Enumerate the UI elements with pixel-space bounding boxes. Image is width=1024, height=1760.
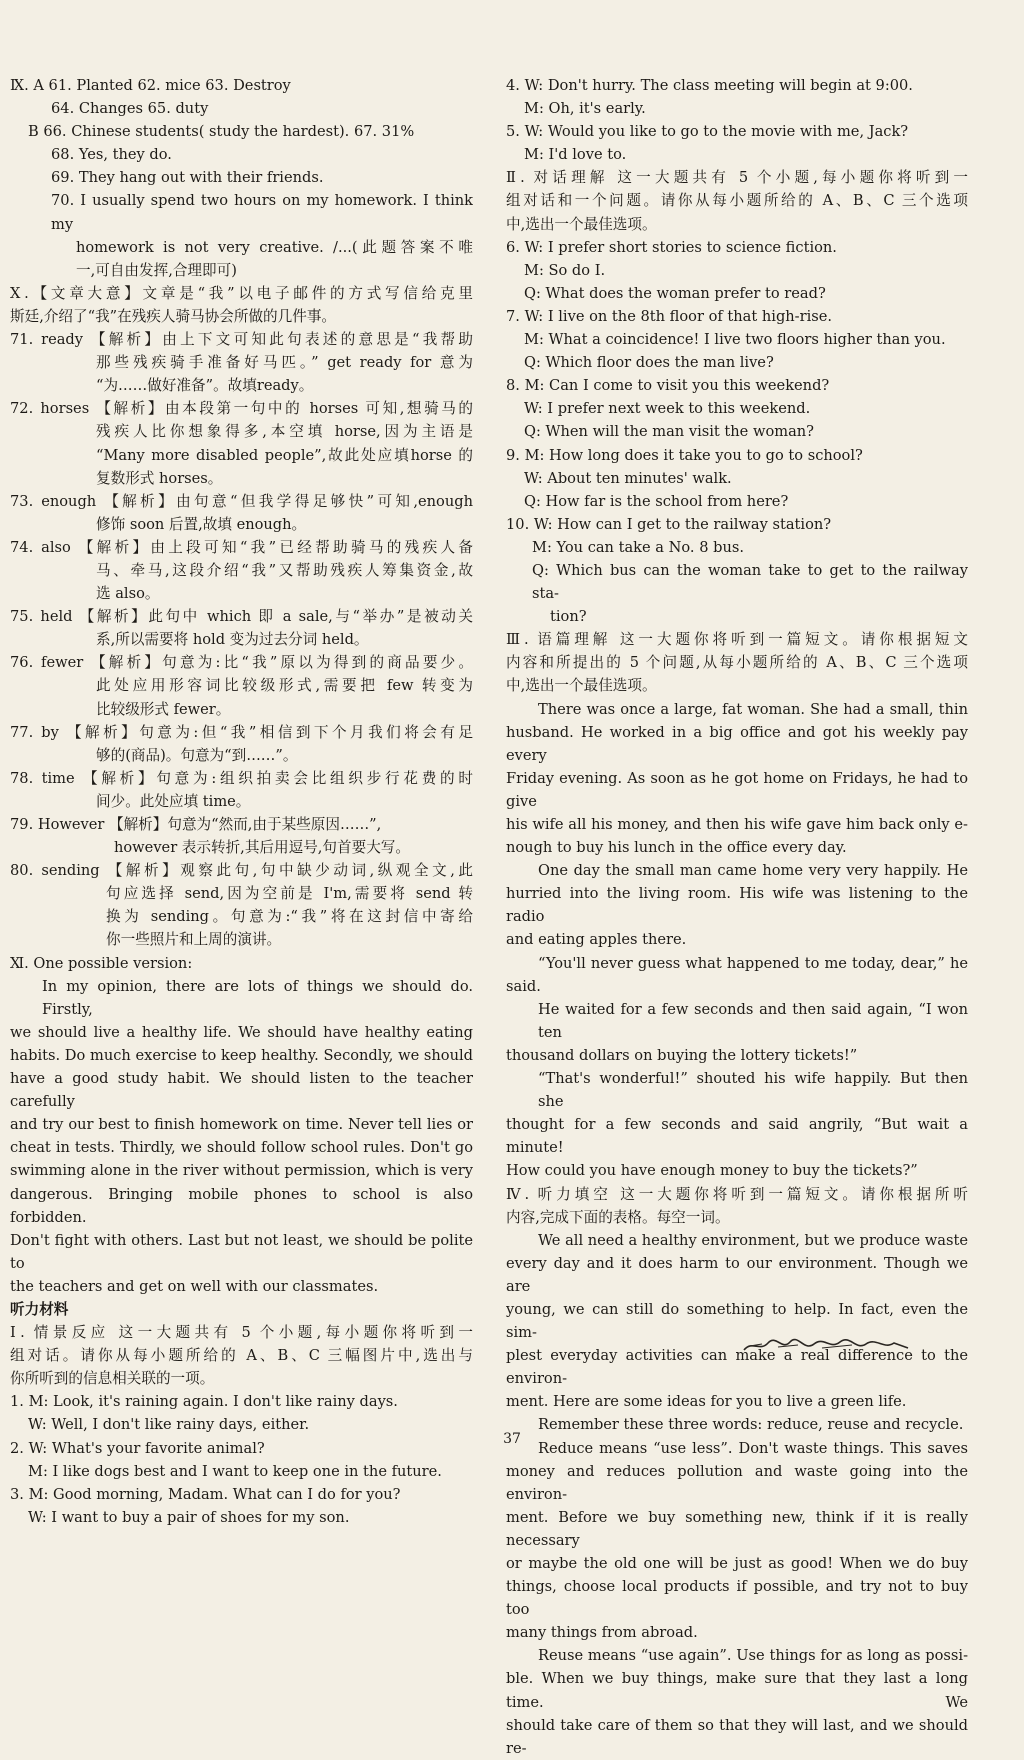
text-line: 5. W: Would you like to go to the movie with me, Jack?	[506, 123, 909, 141]
text-line: 76. fewer 【解析】句意为:比“我”原以为得到的商品要少。	[10, 654, 473, 672]
text-line: dangerous. Bringing mobile phones to school is also forbidden.	[10, 1185, 473, 1226]
text-line: tion?	[550, 608, 587, 626]
text-line: 马、牵马,这段介绍“我”又帮助残疾人筹集资金,故	[96, 561, 473, 579]
text-line: 9. M: How long does it take you to go to school?	[506, 446, 863, 464]
text-line: How could you have enough money to buy the tickets?”	[506, 1162, 918, 1180]
text-line: Ⅸ. A 61. Planted 62. mice 63. Destroy	[10, 77, 291, 94]
text-line: every day and it does harm to our environment. Though we are	[506, 1254, 968, 1295]
text-line: Q: Which bus can the woman take to get to the railway sta-	[532, 561, 968, 603]
text-line: 6. W: I prefer short stories to science fiction.	[506, 238, 837, 256]
text-line: Reduce means “use less”. Don't waste things. This saves	[538, 1439, 968, 1457]
text-line: M: You can take a No. 8 bus.	[532, 538, 744, 556]
text-line: Remember these three words: reduce, reuse and recycle.	[538, 1416, 964, 1434]
text-line: 句应选择 send,因为空前是 I'm,需要将 send 转	[106, 885, 473, 903]
text-line: ble. When we buy things, make sure that they last a long time. We	[506, 1670, 968, 1711]
right-column	[506, 74, 968, 1760]
text-line: and eating apples there.	[506, 931, 687, 949]
text-line: Ⅰ. 情景反应 这一大题共有 5 个小题,每小题你将听到一	[10, 1324, 473, 1342]
text-line: One day the small man came home very very happily. He	[538, 862, 968, 880]
text-line: young, we can still do something to help. In fact, even the sim-	[506, 1300, 968, 1342]
text-line: “为……做好准备”。故填ready。	[96, 377, 314, 395]
text-line: 比较级形式 fewer。	[96, 700, 231, 718]
text-line: Ⅺ. One possible version:	[10, 954, 193, 972]
text-line: 选 also。	[96, 585, 160, 603]
text-line: nough to buy his lunch in the office every day.	[506, 839, 847, 857]
text-line: 修饰 soon 后置,故填 enough。	[96, 515, 307, 533]
text-line: 残疾人比你想象得多,本空填 horse,因为主语是	[96, 423, 473, 441]
text-line: 79. However 【解析】句意为“然而,由于某些原因……”,	[10, 816, 382, 833]
text-line: 中,选出一个最佳选项。	[506, 215, 657, 233]
text-line: his wife all his money, and then his wife gave him back only e-	[506, 816, 968, 833]
text-line: money and reduces pollution and waste going into the environ-	[506, 1462, 968, 1503]
text-line: Friday evening. As soon as he got home on Fridays, he had to give	[506, 769, 968, 810]
text-line: 7. W: I live on the 8th floor of that high-rise.	[506, 307, 833, 325]
text-line: 组对话。请你从每小题所给的 A、B、C 三幅图片中,选出与	[10, 1347, 473, 1365]
text-line: Don't fight with others. Last but not least, we should be polite to	[10, 1231, 473, 1272]
text-line: 64. Changes 65. duty	[51, 100, 209, 118]
text-line: many things from abroad.	[506, 1624, 698, 1642]
text-line: 4. W: Don't hurry. The class meeting will begin at 9:00.	[506, 77, 913, 94]
text-line: W: About ten minutes' walk.	[524, 469, 732, 487]
text-line: 68. Yes, they do.	[51, 146, 172, 164]
text-line: 换为 sending。句意为:“我”将在这封信中寄给	[106, 908, 473, 926]
text-line: 那些残疾骑手准备好马匹。” get ready for 意为	[96, 354, 473, 372]
text-line: hurried into the living room. His wife was listening to the radio	[506, 885, 968, 926]
text-line: M: So do I.	[524, 261, 606, 279]
text-line: should take care of them so that they will last, and we should re-	[506, 1716, 968, 1757]
text-line: however 表示转折,其后用逗号,句首要大写。	[114, 839, 410, 857]
text-line: M: I'd love to.	[524, 146, 627, 164]
text-line: habits. Do much exercise to keep healthy. Secondly, we should	[10, 1046, 473, 1064]
text-line: “Many more disabled people”,故此处应填horse 的	[96, 446, 473, 464]
text-line: “That's wonderful!” shouted his wife happily. But then she	[538, 1070, 968, 1111]
text-line: 10. W: How can I get to the railway station?	[506, 515, 832, 533]
text-line: 斯廷,介绍了“我”在残疾人骑马协会所做的几件事。	[10, 307, 337, 325]
text-line: 70. I usually spend two hours on my homework. I think my	[51, 192, 473, 233]
text-line: swimming alone in the river without permission, which is very	[10, 1162, 473, 1180]
text-line: 80. sending 【解析】观察此句,句中缺少动词,纵观全文,此	[10, 862, 473, 880]
text-line: M: I like dogs best and I want to keep one in the future.	[28, 1462, 442, 1480]
text-line: 74. also 【解析】由上段可知“我”已经帮助骑马的残疾人备	[10, 538, 473, 556]
text-line: 你所听到的信息相关联的一项。	[10, 1370, 215, 1388]
section-heading: 听力材料	[10, 1300, 69, 1318]
text-line: Q: How far is the school from here?	[524, 492, 789, 510]
text-line: 2. W: What's your favorite animal?	[10, 1439, 265, 1457]
handwritten-scribble-icon	[742, 1334, 912, 1356]
text-line: M: Oh, it's early.	[524, 100, 646, 118]
text-line: 72. horses 【解析】由本段第一句中的 horses 可知,想骑马的	[10, 400, 473, 418]
left-column	[10, 74, 473, 1529]
text-line: things, choose local products if possible, and try not to buy too	[506, 1578, 968, 1619]
text-line: 组对话和一个问题。请你从每小题所给的 A、B、C 三个选项	[506, 192, 968, 210]
text-line: 1. M: Look, it's raining again. I don't like rainy days.	[10, 1393, 398, 1411]
text-line: 内容,完成下面的表格。每空一词。	[506, 1208, 730, 1226]
text-line: we should live a healthy life. We should have healthy eating	[10, 1023, 473, 1041]
text-line: M: What a coincidence! I live two floors higher than you.	[524, 331, 946, 349]
text-line: 3. M: Good morning, Madam. What can I do for you?	[10, 1485, 401, 1503]
text-line: 75. held 【解析】此句中 which 即 a sale,与“举办”是被动关	[10, 608, 473, 626]
text-line: 间少。此处应填 time。	[96, 792, 251, 810]
text-line: Q: When will the man visit the woman?	[524, 423, 814, 441]
text-line: the teachers and get on well with our classmates.	[10, 1277, 379, 1295]
text-line: husband. He worked in a big office and got his weekly pay every	[506, 723, 968, 764]
text-line: 69. They hang out with their friends.	[51, 169, 324, 187]
text-line: There was once a large, fat woman. She had a small, thin	[538, 700, 968, 718]
text-line: B 66. Chinese students( study the hardest). 67. 31%	[28, 123, 415, 141]
text-line: said.	[506, 977, 541, 995]
text-line: 你一些照片和上周的演讲。	[106, 931, 282, 949]
text-line: 够的(商品)。句意为“到……”。	[96, 746, 298, 764]
text-line: W: I prefer next week to this weekend.	[524, 400, 811, 418]
text-line: 77. by 【解析】句意为:但“我”相信到下个月我们将会有足	[10, 723, 473, 741]
text-line: have a good study habit. We should listen to the teacher carefully	[10, 1070, 473, 1111]
text-line: “You'll never guess what happened to me today, dear,” he	[538, 954, 968, 972]
text-line: Ⅹ.【文章大意】文章是“我”以电子邮件的方式写信给克里	[10, 284, 473, 302]
text-line: ment. Before we buy something new, think if it is really necessary	[506, 1508, 968, 1549]
text-line: Q: What does the woman prefer to read?	[524, 284, 826, 302]
text-line: 中,选出一个最佳选项。	[506, 677, 657, 695]
text-line: 73. enough 【解析】由句意“但我学得足够快”可知,enough	[10, 492, 473, 510]
text-line: cheat in tests. Thirdly, we should follow school rules. Don't go	[10, 1139, 473, 1157]
text-line: W: I want to buy a pair of shoes for my son.	[28, 1508, 350, 1526]
text-line: Ⅳ. 听力填空 这一大题你将听到一篇短文。请你根据所听	[506, 1185, 968, 1203]
text-line: 系,所以需要将 hold 变为过去分词 held。	[96, 631, 369, 649]
text-line: ment. Here are some ideas for you to live a green life.	[506, 1393, 907, 1411]
page-number: 37	[503, 1431, 521, 1447]
text-line: or maybe the old one will be just as good! When we do buy	[506, 1555, 968, 1572]
text-line: He waited for a few seconds and then said again, “I won ten	[538, 1000, 968, 1041]
text-line: thought for a few seconds and said angrily, “But wait a minute!	[506, 1116, 968, 1157]
text-line: 8. M: Can I come to visit you this weekend?	[506, 377, 830, 395]
text-line: In my opinion, there are lots of things we should do. Firstly,	[42, 977, 473, 1018]
text-line: We all need a healthy environment, but we produce waste	[538, 1231, 968, 1249]
text-line: 此处应用形容词比较级形式,需要把 few 转变为	[96, 677, 473, 695]
text-line: 内容和所提出的 5 个问题,从每小题所给的 A、B、C 三个选项	[506, 654, 968, 672]
text-line: Reuse means “use again”. Use things for as long as possi-	[538, 1647, 968, 1665]
text-line: homework is not very creative. /...(此题答案不唯	[76, 238, 473, 256]
text-line: Ⅲ. 语篇理解 这一大题你将听到一篇短文。请你根据短文	[506, 631, 968, 649]
text-line: and try our best to finish homework on time. Never tell lies or	[10, 1116, 473, 1134]
text-line: Q: Which floor does the man live?	[524, 354, 774, 372]
text-line: 71. ready 【解析】由上下文可知此句表述的意思是“我帮助	[10, 331, 473, 349]
text-line: 一,可自由发挥,合理即可)	[76, 261, 237, 279]
text-line: 78. time 【解析】句意为:组织拍卖会比组织步行花费的时	[10, 769, 473, 787]
text-line: plest everyday activities can make a real difference to the environ-	[506, 1347, 968, 1388]
text-line: W: Well, I don't like rainy days, either.	[28, 1416, 310, 1434]
text-line: thousand dollars on buying the lottery tickets!”	[506, 1046, 858, 1064]
text-line: Ⅱ. 对话理解 这一大题共有 5 个小题,每小题你将听到一	[506, 169, 968, 187]
text-line: 复数形式 horses。	[96, 469, 223, 487]
